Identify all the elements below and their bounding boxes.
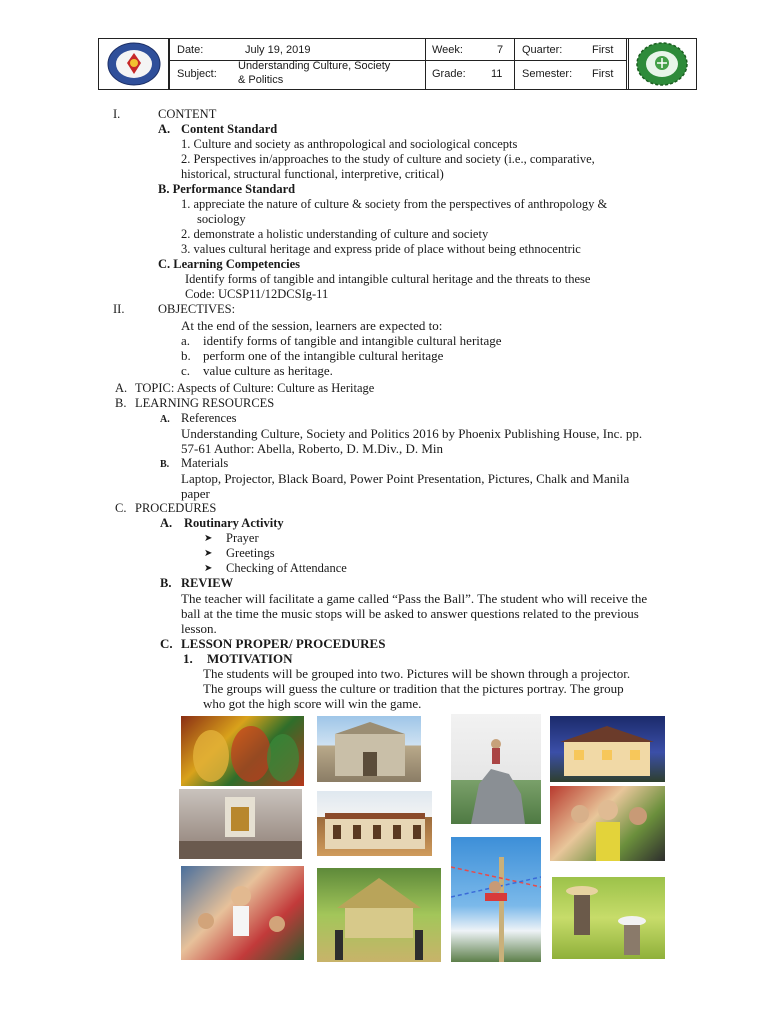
- content-standard-item: historical, structural functional, interpretive, critical): [181, 167, 444, 181]
- subject-value-line2: & Politics: [238, 74, 284, 86]
- lesson-proper-title: LESSON PROPER/ PROCEDURES: [181, 636, 386, 651]
- resources-letter: B.: [115, 396, 127, 410]
- objective-text: perform one of the intangible cultural heritage: [203, 348, 444, 363]
- ancestral-house-photo: [550, 716, 665, 782]
- routinary-item: Greetings: [226, 546, 275, 560]
- materials-letter: B.: [160, 459, 170, 470]
- deped-seal: [99, 39, 169, 89]
- objectives-heading: OBJECTIVES:: [158, 302, 236, 316]
- children-games-illustration: [181, 866, 304, 960]
- content-standard-item: 2. Perspectives in/approaches to the study of culture and society (i.e., comparative,: [181, 152, 595, 166]
- content-standard-item: 1. Culture and society as anthropological and sociological concepts: [181, 137, 518, 151]
- arrow-bullet-icon: ➤: [204, 548, 213, 559]
- objectives-intro: At the end of the session, learners are expected to:: [181, 318, 443, 333]
- family-gathering-illustration: [550, 786, 665, 861]
- learning-competencies-title: C. Learning Competencies: [158, 257, 300, 271]
- festival-dancers-illustration: [181, 716, 304, 786]
- date-value: July 19, 2019: [245, 44, 311, 56]
- deped-seal-icon: [105, 41, 163, 87]
- procedures-heading: PROCEDURES: [135, 501, 217, 515]
- performance-standard-item: 1. appreciate the nature of culture & society from the perspectives of anthropology &: [181, 197, 608, 211]
- motivation-line: who got the high score will win the game.: [203, 696, 422, 711]
- rice-farmers-illustration: [552, 877, 665, 959]
- objective-text: value culture as heritage.: [203, 363, 333, 378]
- performance-standard-item: sociology: [197, 212, 246, 226]
- school-seal: [626, 39, 696, 89]
- learning-competency-code: Code: UCSP11/12DCSIg-11: [185, 287, 329, 301]
- historic-building-illustration: [317, 791, 432, 856]
- grade-value: 11: [491, 68, 503, 80]
- semester-label: Semester:: [522, 68, 573, 80]
- content-standard-title: Content Standard: [181, 122, 278, 136]
- references-letter: A.: [160, 414, 170, 425]
- church-photo: [317, 716, 421, 782]
- church-interior-illustration: [179, 789, 302, 859]
- performance-standard-item: 2. demonstrate a holistic understanding of culture and society: [181, 227, 489, 241]
- rice-farmers-photo: [552, 877, 665, 959]
- procedures-letter: C.: [115, 501, 127, 515]
- date-label: Date:: [177, 44, 204, 56]
- subject-label: Subject:: [177, 68, 217, 80]
- learning-competency-item: Identify forms of tangible and intangible cultural heritage and the threats to these: [185, 272, 591, 286]
- arrow-bullet-icon: ➤: [204, 563, 213, 574]
- quarter-label: Quarter:: [522, 44, 563, 56]
- review-line: The teacher will facilitate a game called “Pass the Ball”. The student who will receive the: [181, 591, 648, 606]
- resources-heading: LEARNING RESOURCES: [135, 396, 275, 410]
- subject-value-line1: Understanding Culture, Society: [238, 60, 391, 72]
- objective-letter: c.: [181, 363, 191, 378]
- materials-line: Laptop, Projector, Black Board, Power Point Presentation, Pictures, Chalk and Manila: [181, 471, 630, 486]
- routinary-item: Checking of Attendance: [226, 561, 347, 575]
- week-label: Week:: [432, 44, 463, 56]
- materials-title: Materials: [181, 456, 229, 470]
- performance-standard-title: B. Performance Standard: [158, 182, 296, 196]
- content-heading: CONTENT: [158, 107, 217, 121]
- routinary-letter: A.: [160, 516, 173, 530]
- objectives-number: II.: [113, 302, 125, 316]
- historic-building-photo: [317, 791, 432, 856]
- review-letter: B.: [160, 576, 172, 590]
- review-line: ball at the time the music stops will be asked to answer questions related to the previous: [181, 606, 639, 621]
- ancestral-house-illustration: [550, 716, 665, 782]
- objective-letter: b.: [181, 348, 191, 363]
- festival-dancers-photo: [181, 716, 304, 786]
- performance-standard-item: 3. values cultural heritage and express pride of place without being ethnocentric: [181, 242, 581, 256]
- church-illustration: [317, 716, 421, 782]
- content-number: I.: [113, 107, 121, 121]
- lesson-proper-letter: C.: [160, 636, 173, 651]
- motivation-line: The groups will guess the culture or tradition that the pictures portray. The group: [203, 681, 624, 696]
- routinary-title: Routinary Activity: [184, 516, 284, 530]
- semester-value: First: [592, 68, 614, 80]
- materials-line: paper: [181, 486, 210, 501]
- bayanihan-illustration: [317, 868, 441, 962]
- week-value: 7: [497, 44, 504, 56]
- motivation-title: MOTIVATION: [207, 651, 293, 666]
- objective-text: identify forms of tangible and intangible cultural heritage: [203, 333, 502, 348]
- motivation-line: The students will be grouped into two. Pictures will be shown through a projector.: [203, 666, 631, 681]
- topic-text: TOPIC: Aspects of Culture: Culture as Heritage: [135, 381, 375, 395]
- church-interior-photo: [179, 789, 302, 859]
- routinary-item: Prayer: [226, 531, 259, 545]
- family-gathering-photo: [550, 786, 665, 861]
- review-line: lesson.: [181, 621, 217, 636]
- grade-label: Grade:: [432, 68, 466, 80]
- arrow-bullet-icon: ➤: [204, 533, 213, 544]
- references-line: 57-61 Author: Abella, Roberto, D. M.Div., D. Min: [181, 441, 444, 456]
- palosebo-photo: [451, 837, 541, 962]
- content-standard-letter: A.: [158, 122, 171, 136]
- monument-statue-photo: [451, 714, 541, 824]
- motivation-number: 1.: [183, 651, 193, 666]
- objective-letter: a.: [181, 333, 191, 348]
- header-table: [98, 38, 697, 90]
- review-title: REVIEW: [181, 576, 234, 590]
- children-games-photo: [181, 866, 304, 960]
- palosebo-illustration: [451, 837, 541, 962]
- references-title: References: [181, 411, 237, 425]
- monument-illustration: [451, 714, 541, 824]
- school-seal-icon: [633, 41, 691, 87]
- topic-letter: A.: [115, 381, 128, 395]
- quarter-value: First: [592, 44, 614, 56]
- bayanihan-photo: [317, 868, 441, 962]
- references-line: Understanding Culture, Society and Politics 2016 by Phoenix Publishing House, Inc. pp.: [181, 426, 643, 441]
